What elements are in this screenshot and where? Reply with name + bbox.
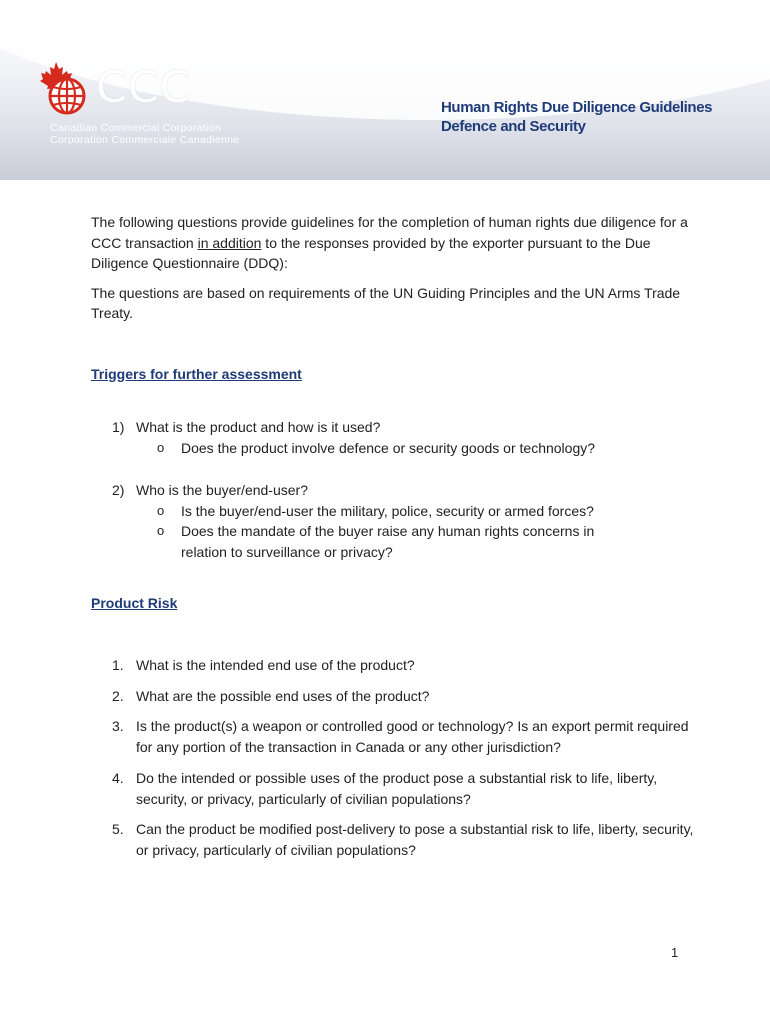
item-text: What are the possible end uses of the product? xyxy=(136,688,430,704)
logo-wordmark: CCC xyxy=(96,62,192,113)
intro-underlined-phrase: in addition xyxy=(197,234,262,251)
triggers-heading: Triggers for further assessment xyxy=(91,366,302,382)
intro-section xyxy=(91,212,691,324)
intro-text-b: to the responses provided by the exporter pursuant to the Due Diligence Questionnaire (DDQ): xyxy=(91,234,651,271)
title-line-1: Human Rights Due Diligence Guidelines xyxy=(441,99,713,116)
maple-globe-logo-icon xyxy=(34,60,98,124)
item-text: What is the intended end use of the product? xyxy=(136,657,415,673)
bullet-icon: o xyxy=(157,523,165,538)
logo-name-french: Corporation Commerciale Canadienne xyxy=(50,134,240,146)
product-risk-item xyxy=(112,716,692,757)
bullet-icon: o xyxy=(157,440,165,455)
page-number: 1 xyxy=(671,945,679,960)
trigger-sub-item xyxy=(157,438,637,459)
logo-name-english: Canadian Commercial Corporation xyxy=(50,122,221,134)
question-number: 1) xyxy=(112,419,125,435)
item-number: 4. xyxy=(112,770,124,786)
item-number: 3. xyxy=(112,718,124,734)
document-title xyxy=(441,98,761,136)
product-risk-item xyxy=(112,768,682,809)
question-number: 2) xyxy=(112,482,125,498)
trigger-question-2 xyxy=(112,480,308,501)
page-header xyxy=(0,0,770,180)
product-risk-item xyxy=(112,655,702,676)
sub-item-text: Does the mandate of the buyer raise any human rights concerns in relation to surveillance or privacy? xyxy=(181,523,595,560)
product-risk-item xyxy=(112,686,702,707)
item-number: 5. xyxy=(112,821,124,837)
trigger-sub-item xyxy=(157,521,627,562)
intro-paragraph-2: The questions are based on requirements of the UN Guiding Principles and the UN Arms Trade Treaty. xyxy=(91,284,681,321)
item-number: 2. xyxy=(112,688,124,704)
question-text: Who is the buyer/end-user? xyxy=(136,482,308,498)
question-text: What is the product and how is it used? xyxy=(136,419,381,435)
bullet-icon: o xyxy=(157,503,165,518)
intro-text-a: The following questions provide guidelines for the completion of human rights due diligence for a CCC transaction xyxy=(91,214,688,251)
item-text: Can the product be modified post-delivery to pose a substantial risk to life, liberty, security, or privacy, particularly of civilian populations? xyxy=(136,821,694,858)
item-text: Is the product(s) a weapon or controlled good or technology? Is an export permit required for any portion of the transaction in Canada or any other jurisdiction? xyxy=(136,718,689,755)
sub-item-text: Is the buyer/end-user the military, police, security or armed forces? xyxy=(181,503,594,519)
intro-paragraph-1 xyxy=(91,212,691,274)
sub-item-text: Does the product involve defence or security goods or technology? xyxy=(181,440,596,456)
item-text: Do the intended or possible uses of the product pose a substantial risk to life, liberty, security, or privacy, particularly of civilian populations? xyxy=(136,770,658,807)
product-risk-item xyxy=(112,819,702,860)
item-number: 1. xyxy=(112,657,124,673)
ccc-logo xyxy=(34,60,274,150)
trigger-question-1 xyxy=(112,417,380,438)
product-risk-heading: Product Risk xyxy=(91,595,178,611)
trigger-sub-item xyxy=(157,501,637,522)
title-line-2: Defence and Security xyxy=(441,118,586,135)
